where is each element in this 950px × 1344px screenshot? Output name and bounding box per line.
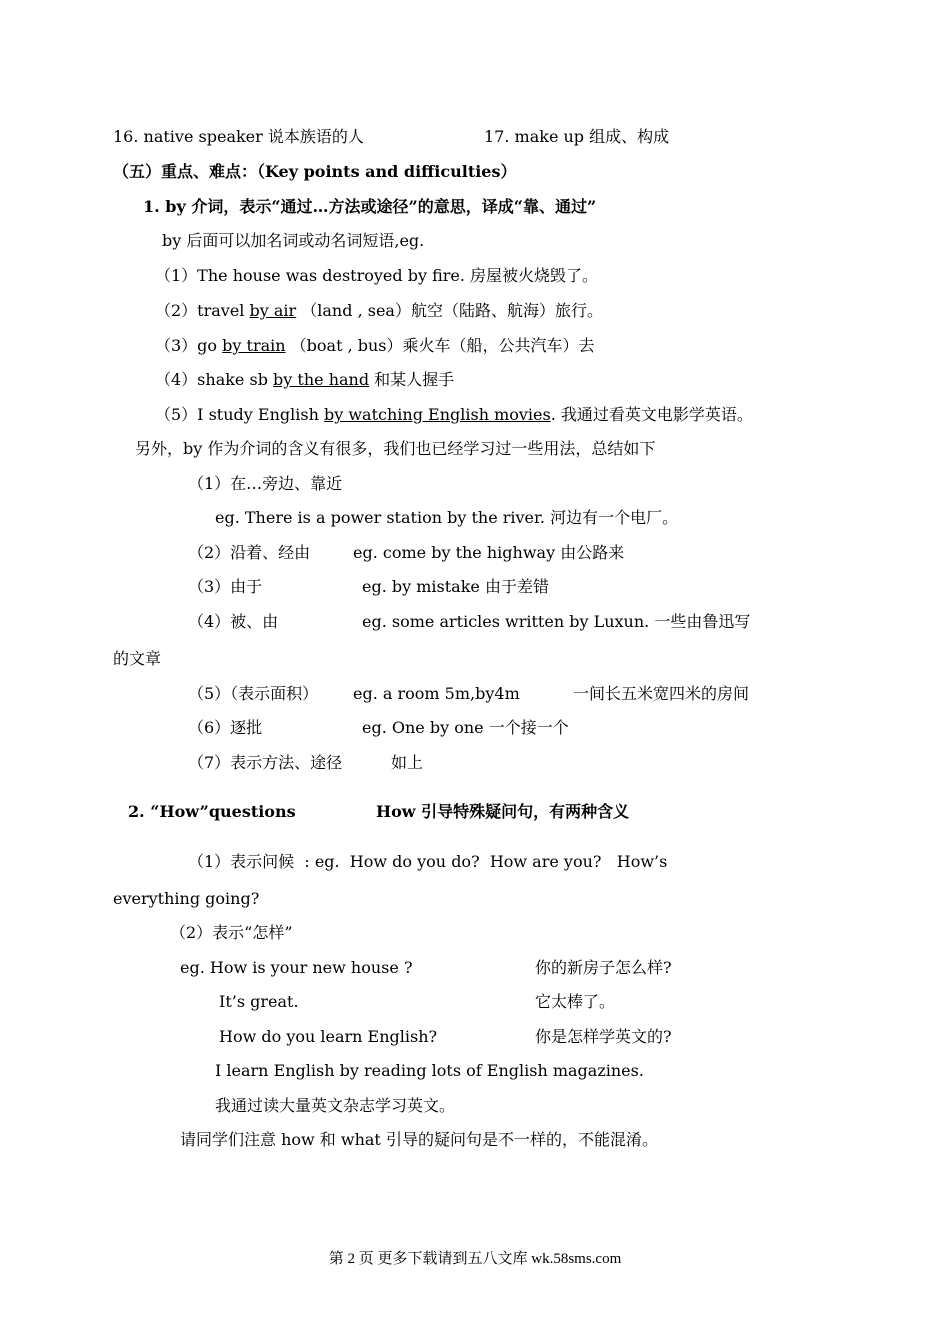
usage-example: eg. come by the highway 由公路来 — [353, 543, 625, 562]
example-line — [155, 301, 603, 321]
usage-note: 请同学们注意 how 和 what 引导的疑问句是不一样的，不能混淆。 — [180, 1130, 658, 1149]
usage-example-continued: 的文章 — [113, 649, 162, 668]
example-text: （4）shake sb — [155, 370, 274, 389]
section-heading: （五）重点、难点：（Key points and difficulties） — [113, 162, 517, 181]
usage-translation: 一间长五米宽四米的房间 — [573, 684, 750, 703]
example-text: 和某人握手 — [369, 370, 455, 389]
example-underlined-phrase: by the hand — [273, 370, 370, 389]
usage-label: （5）（表示面积） — [188, 684, 319, 703]
dialogue-en: It’s great. — [219, 992, 299, 1011]
dialogue-cn: 它太棒了。 — [535, 992, 616, 1011]
usage-label: （2）沿着、经由 — [188, 543, 311, 562]
point2-heading-description: How 引导特殊疑问句，有两种含义 — [376, 802, 630, 821]
example-text: . 我通过看英文电影学英语。 — [550, 405, 753, 424]
example-text: （1）The house was destroyed by fire. 房屋被火烧毁了。 — [155, 266, 599, 285]
usage-label: （7）表示方法、途径 — [188, 753, 343, 772]
example-underlined-phrase: by air — [249, 301, 297, 320]
example-underlined-phrase: by train — [222, 336, 286, 355]
meaning-how: （2）表示“怎样” — [170, 923, 293, 942]
usage-example: eg. some articles written by Luxun. 一些由鲁迅写 — [362, 612, 751, 631]
example-text: （2）travel — [155, 301, 250, 320]
example-text: （3）go — [155, 336, 223, 355]
meaning-greeting: （1）表示问候 : eg. How do you do? How are you? How’s — [188, 852, 668, 871]
example-line — [155, 370, 454, 390]
example-line — [155, 266, 598, 286]
dialogue-en: How do you learn English? — [219, 1027, 438, 1046]
usage-label: （1）在…旁边、靠近 — [188, 474, 343, 493]
dialogue-en: eg. How is your new house ? — [180, 958, 413, 977]
usage-example: eg. One by one 一个接一个 — [362, 718, 569, 737]
answer-en: I learn English by reading lots of English magazines. — [215, 1061, 644, 1080]
usage-example: eg. a room 5m,by4m — [353, 684, 520, 703]
answer-cn: 我通过读大量英文杂志学习英文。 — [215, 1096, 456, 1115]
point1-intro: by 后面可以加名词或动名词短语,eg. — [162, 231, 425, 250]
usage-label: （4）被、由 — [188, 612, 279, 631]
usage-label: （6）逐批 — [188, 718, 263, 737]
meaning-greeting-continued: everything going? — [113, 889, 260, 908]
page-footer: 第 2 页 更多下载请到五八文库 wk.58sms.com — [328, 1251, 622, 1267]
point2-heading: 2. “How”questions — [128, 802, 296, 821]
example-text: （boat , bus）乘火车（船，公共汽车）去 — [285, 336, 595, 355]
vocab-item-16: 16. native speaker 说本族语的人 — [113, 127, 364, 146]
example-text: （land , sea）航空（陆路、航海）旅行。 — [296, 301, 603, 320]
point1-heading: 1. by 介词，表示“通过…方法或途径”的意思，译成“靠、通过” — [143, 197, 597, 216]
usage-example: 如上 — [391, 753, 424, 772]
example-line — [155, 336, 595, 356]
dialogue-cn: 你是怎样学英文的? — [535, 1027, 672, 1046]
usage-label: （3）由于 — [188, 577, 263, 596]
usage-example: eg. There is a power station by the river. 河边有一个电厂。 — [215, 508, 679, 527]
vocab-item-17: 17. make up 组成、构成 — [484, 127, 670, 146]
example-underlined-phrase: by watching English movies — [323, 405, 551, 424]
example-line — [155, 405, 753, 425]
usage-example: eg. by mistake 由于差错 — [362, 577, 549, 596]
example-text: （5）I study English — [155, 405, 324, 424]
dialogue-cn: 你的新房子怎么样? — [535, 958, 672, 977]
by-summary: 另外，by 作为介词的含义有很多，我们也已经学习过一些用法，总结如下 — [135, 439, 656, 458]
